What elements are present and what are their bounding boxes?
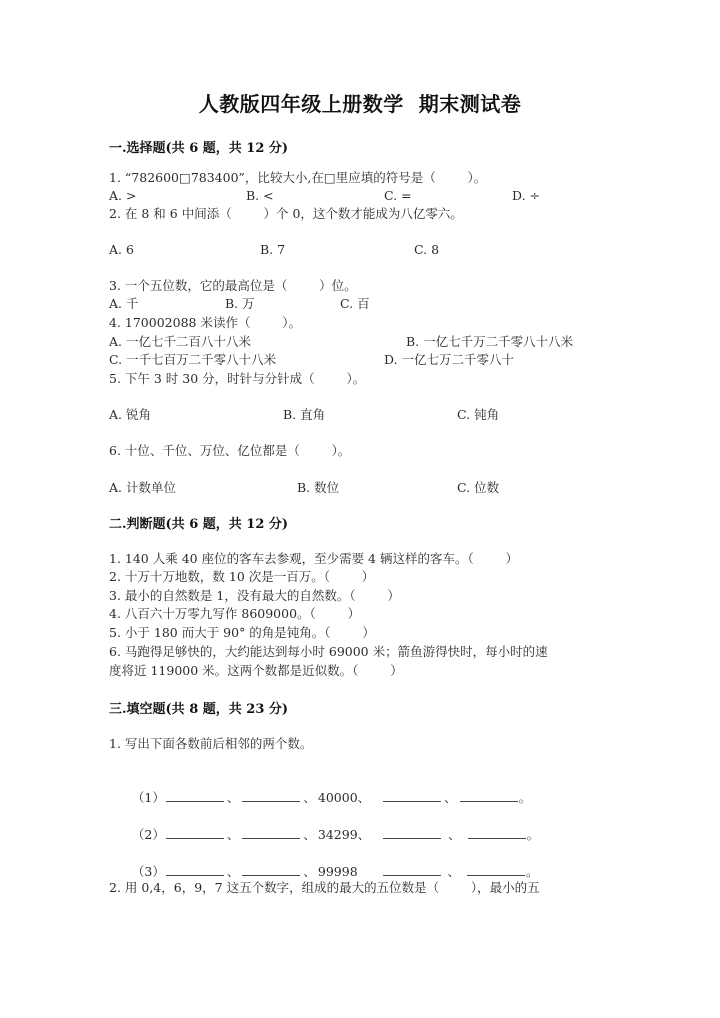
blank-input[interactable] bbox=[468, 828, 526, 839]
blank-input[interactable] bbox=[242, 828, 300, 839]
choice-q5-option-a[interactable]: A. 锐角 bbox=[109, 407, 151, 422]
given-number: 34299 bbox=[317, 827, 358, 842]
blank-input[interactable] bbox=[166, 865, 224, 876]
section-heading-judgement: 二.判断题(共 6 题，共 12 分) bbox=[109, 517, 289, 532]
choice-q6-option-a[interactable]: A. 计数单位 bbox=[109, 480, 176, 495]
choice-q1-option-d[interactable]: D. ÷ bbox=[512, 188, 540, 203]
choice-q2-option-b[interactable]: B. 7 bbox=[260, 242, 286, 257]
row-label: （3） bbox=[131, 864, 165, 879]
choice-q3-option-c[interactable]: C. 百 bbox=[340, 296, 370, 311]
choice-q2-stem: 2. 在 8 和 6 中间添（ ）个 0，这个数才能成为八亿零六。 bbox=[109, 206, 463, 221]
choice-q1-stem: 1. “782600□783400”，比较大小,在□里应填的符号是（ ）。 bbox=[109, 170, 487, 185]
fill-q1-row-2: （2） 、 、 34299、 、 。 bbox=[131, 827, 540, 842]
judgement-q1[interactable]: 1. 140 人乘 40 座位的客车去参观，至少需要 4 辆这样的客车。（ ） bbox=[109, 551, 519, 566]
choice-q3-option-b[interactable]: B. 万 bbox=[225, 296, 255, 311]
blank-input[interactable] bbox=[166, 791, 224, 802]
blank-input[interactable] bbox=[166, 828, 224, 839]
fill-q1-stem: 1. 写出下面各数前后相邻的两个数。 bbox=[109, 736, 313, 751]
choice-q4-option-b[interactable]: B. 一亿七千万二千零八十八米 bbox=[406, 334, 574, 349]
choice-q1-option-c[interactable]: C. = bbox=[384, 188, 412, 203]
given-number: 40000 bbox=[317, 790, 358, 805]
choice-q6-option-b[interactable]: B. 数位 bbox=[297, 480, 340, 495]
judgement-q2[interactable]: 2. 十万十万地数，数 10 次是一百万。（ ） bbox=[109, 569, 375, 584]
row-label: （1） bbox=[131, 790, 165, 805]
judgement-q5[interactable]: 5. 小于 180 而大于 90° 的角是钝角。（ ） bbox=[109, 625, 375, 640]
choice-q3-option-a[interactable]: A. 千 bbox=[109, 296, 139, 311]
blank-input[interactable] bbox=[242, 865, 300, 876]
given-number: 99998 bbox=[317, 864, 358, 879]
choice-q6-stem: 6. 十位、千位、万位、亿位都是（ ）。 bbox=[109, 443, 351, 458]
choice-q3-stem: 3. 一个五位数，它的最高位是（ ）位。 bbox=[109, 278, 357, 293]
blank-input[interactable] bbox=[242, 791, 300, 802]
choice-q4-option-c[interactable]: C. 一千七百万二千零八十八米 bbox=[109, 352, 277, 367]
judgement-q6-line2[interactable]: 度将近 119000 米。这两个数都是近似数。（ ） bbox=[109, 663, 403, 678]
choice-q4-option-d[interactable]: D. 一亿七万二千零八十 bbox=[384, 352, 515, 367]
section-heading-fill-in: 三.填空题(共 8 题，共 23 分) bbox=[109, 702, 289, 717]
choice-q5-option-b[interactable]: B. 直角 bbox=[283, 407, 326, 422]
blank-input[interactable] bbox=[460, 791, 518, 802]
judgement-q4[interactable]: 4. 八百六十万零九写作 8609000。（ ） bbox=[109, 606, 361, 621]
choice-q6-option-c[interactable]: C. 位数 bbox=[457, 480, 500, 495]
choice-q4-option-a[interactable]: A. 一亿七千二百八十八米 bbox=[109, 334, 251, 349]
choice-q4-stem: 4. 170002088 米读作（ ）。 bbox=[109, 315, 301, 330]
blank-input[interactable] bbox=[383, 865, 441, 876]
section-heading-choice: 一.选择题(共 6 题，共 12 分) bbox=[109, 141, 289, 156]
judgement-q6-line1: 6. 马跑得足够快的，大约能达到每小时 69000 米；箭鱼游得快时，每小时的速 bbox=[109, 644, 548, 659]
page-title: 人教版四年级上册数学 期末测试卷 bbox=[198, 92, 522, 116]
fill-q2-stem: 2. 用 0,4，6，9，7 这五个数字，组成的最大的五位数是（ ），最小的五 bbox=[109, 880, 540, 895]
blank-input[interactable] bbox=[383, 791, 441, 802]
judgement-q3[interactable]: 3. 最小的自然数是 1，没有最大的自然数。（ ） bbox=[109, 588, 400, 603]
blank-input[interactable] bbox=[383, 828, 441, 839]
row-label: （2） bbox=[131, 827, 165, 842]
choice-q5-stem: 5. 下午 3 时 30 分，时针与分针成（ ）。 bbox=[109, 371, 366, 386]
fill-q1-row-1: （1） 、 、 40000、 、 。 bbox=[131, 790, 532, 805]
choice-q5-option-c[interactable]: C. 钝角 bbox=[457, 407, 500, 422]
blank-input[interactable] bbox=[467, 865, 525, 876]
choice-q2-option-a[interactable]: A. 6 bbox=[109, 242, 134, 257]
fill-q1-row-3: （3） 、 、 99998 、 。 bbox=[131, 864, 539, 879]
choice-q2-option-c[interactable]: C. 8 bbox=[414, 242, 440, 257]
choice-q1-option-a[interactable]: A. > bbox=[109, 188, 137, 203]
choice-q1-option-b[interactable]: B. < bbox=[246, 188, 274, 203]
